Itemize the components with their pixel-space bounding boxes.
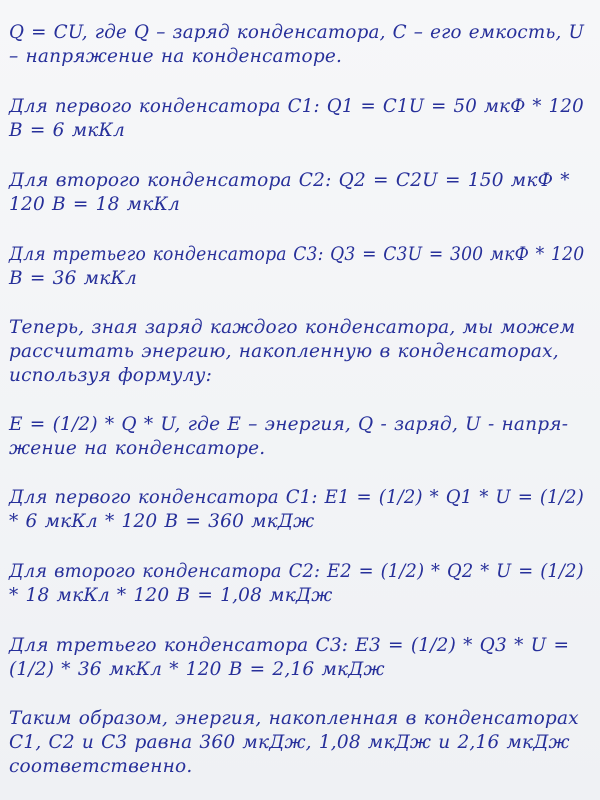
text-line: (1/2) * 36 мкКл * 120 В = 2,16 мкДж [9,659,385,680]
text-line: C1, C2 и C3 равна 360 мкДж, 1,08 мкДж и 2,16 мкДж [9,732,570,753]
paragraph-energy-c3 [9,634,584,682]
text-line: * 18 мкКл * 120 В = 1,08 мкДж [9,585,333,606]
paragraph-charge-c1 [9,95,584,143]
text-line: Для второго конденсатора C2: Q2 = C2U = 150 мкФ * [9,170,570,191]
text-line: соответственно. [9,756,193,777]
paragraph-conclusion [9,707,584,779]
text-line: рассчитать энергию, накопленную в конденсаторах, [9,341,559,362]
paragraph-charge-c3 [9,243,584,291]
text-line: жение на конденсаторе. [9,438,266,459]
text-line: Для первого конденсатора C1: E1 = (1/2) * Q1 * U = (1/2) [9,487,584,508]
text-line: * 6 мкКл * 120 В = 360 мкДж [9,511,315,532]
text-line: Для первого конденсатора C1: Q1 = C1U = 50 мкФ * 120 [9,96,584,117]
text-line: Для третьего конденсатора C3: E3 = (1/2) * Q3 * U = [9,635,570,656]
text-line: Для второго конденсатора C2: E2 = (1/2) * Q2 * U = (1/2) [9,561,584,582]
text-line: E = (1/2) * Q * U, где E – энергия, Q - заряд, U - напря- [9,414,569,435]
paragraph-charge-formula [9,21,584,69]
text-line: 120 В = 18 мкКл [9,194,180,215]
text-line: В = 36 мкКл [9,268,137,289]
paragraph-charge-c2 [9,169,584,217]
text-line: используя формулу: [9,365,213,386]
paragraph-energy-c1 [9,486,584,534]
text-line: Q = CU, где Q – заряд конденсатора, C – его емкость, U [9,22,585,43]
paragraph-energy-intro [9,316,584,388]
text-line: Таким образом, энергия, накопленная в конденсаторах [9,708,579,729]
text-line: – напряжение на конденсаторе. [9,46,343,67]
text-line: Для третьего конденсатора C3: Q3 = C3U = 300 мкФ * 120 [9,244,585,265]
text-line: В = 6 мкКл [9,120,125,141]
paragraph-energy-c2 [9,560,584,608]
text-line: Теперь, зная заряд каждого конденсатора, мы можем [9,317,576,338]
paragraph-energy-formula [9,413,584,461]
